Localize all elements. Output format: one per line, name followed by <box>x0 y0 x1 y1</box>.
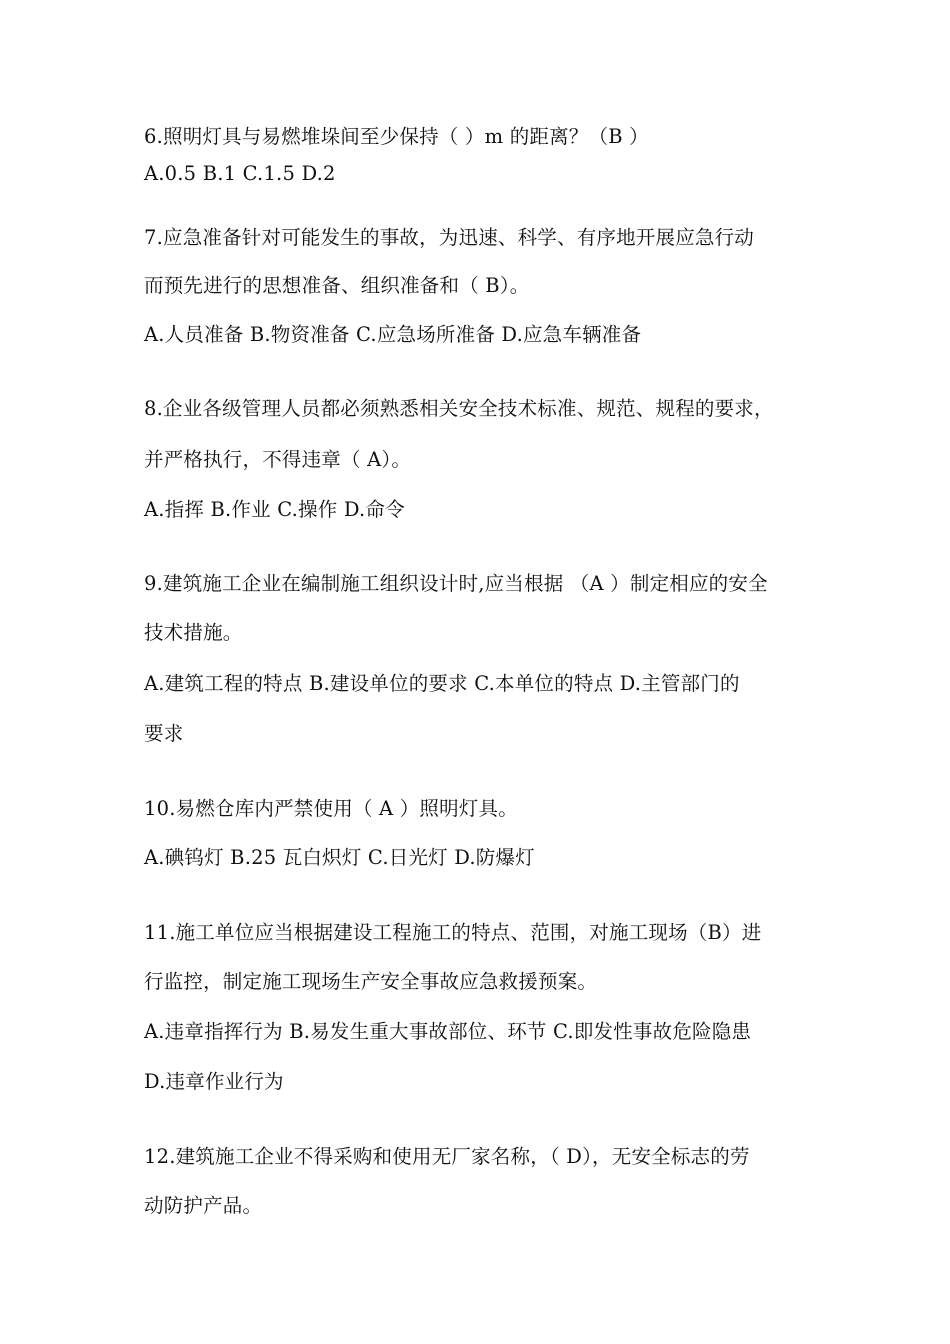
question-11-stem-line-2: 行监控，制定施工现场生产安全事故应急救援预案。 <box>144 970 598 993</box>
question-8-stem-line-1: 8.企业各级管理人员都必须熟悉相关安全技术标准、规范、规程的要求， <box>144 397 774 420</box>
question-12-stem-line-2: 动防护产品。 <box>144 1194 263 1217</box>
question-7-options-line-1: A.人员准备 B.物资准备 C.应急场所准备 D.应急车辆准备 <box>144 323 642 346</box>
question-6-stem-line-1: 6.照明灯具与易燃堆垛间至少保持（ ）m 的距离？（B ） <box>144 125 649 148</box>
question-9-stem-line-2: 技术措施。 <box>144 621 243 644</box>
question-7-stem-line-2: 而预先进行的思想准备、组织准备和（ B）。 <box>144 274 530 297</box>
question-10-options-line-1: A.碘钨灯 B.25 瓦白炽灯 C.日光灯 D.防爆灯 <box>144 846 535 869</box>
question-9-options-line-1: A.建筑工程的特点 B.建设单位的要求 C.本单位的特点 D.主管部门的 <box>144 672 740 695</box>
question-9-stem-line-1: 9.建筑施工企业在编制施工组织设计时,应当根据 （A ）制定相应的安全 <box>144 572 768 595</box>
question-7-stem-line-1: 7.应急准备针对可能发生的事故，为迅速、科学、有序地开展应急行动 <box>144 226 755 249</box>
question-11-options-line-1: A.违章指挥行为 B.易发生重大事故部位、环节 C.即发性事故危险隐患 <box>144 1020 752 1043</box>
question-12-stem-line-1: 12.建筑施工企业不得采购和使用无厂家名称，（ D），无安全标志的劳 <box>144 1145 750 1168</box>
question-10-stem-line-1: 10.易燃仓库内严禁使用（ A ）照明灯具。 <box>144 797 518 820</box>
question-6-options-line-1: A.0.5 B.1 C.1.5 D.2 <box>144 162 336 185</box>
question-8-options-line-1: A.指挥 B.作业 C.操作 D.命令 <box>144 498 405 521</box>
question-11-options-line-2: D.违章作业行为 <box>144 1070 284 1093</box>
question-8-stem-line-2: 并严格执行，不得违章（ A）。 <box>144 448 412 471</box>
question-9-options-line-2: 要求 <box>144 722 184 745</box>
question-11-stem-line-1: 11.施工单位应当根据建设工程施工的特点、范围，对施工现场（B）进 <box>144 921 762 944</box>
